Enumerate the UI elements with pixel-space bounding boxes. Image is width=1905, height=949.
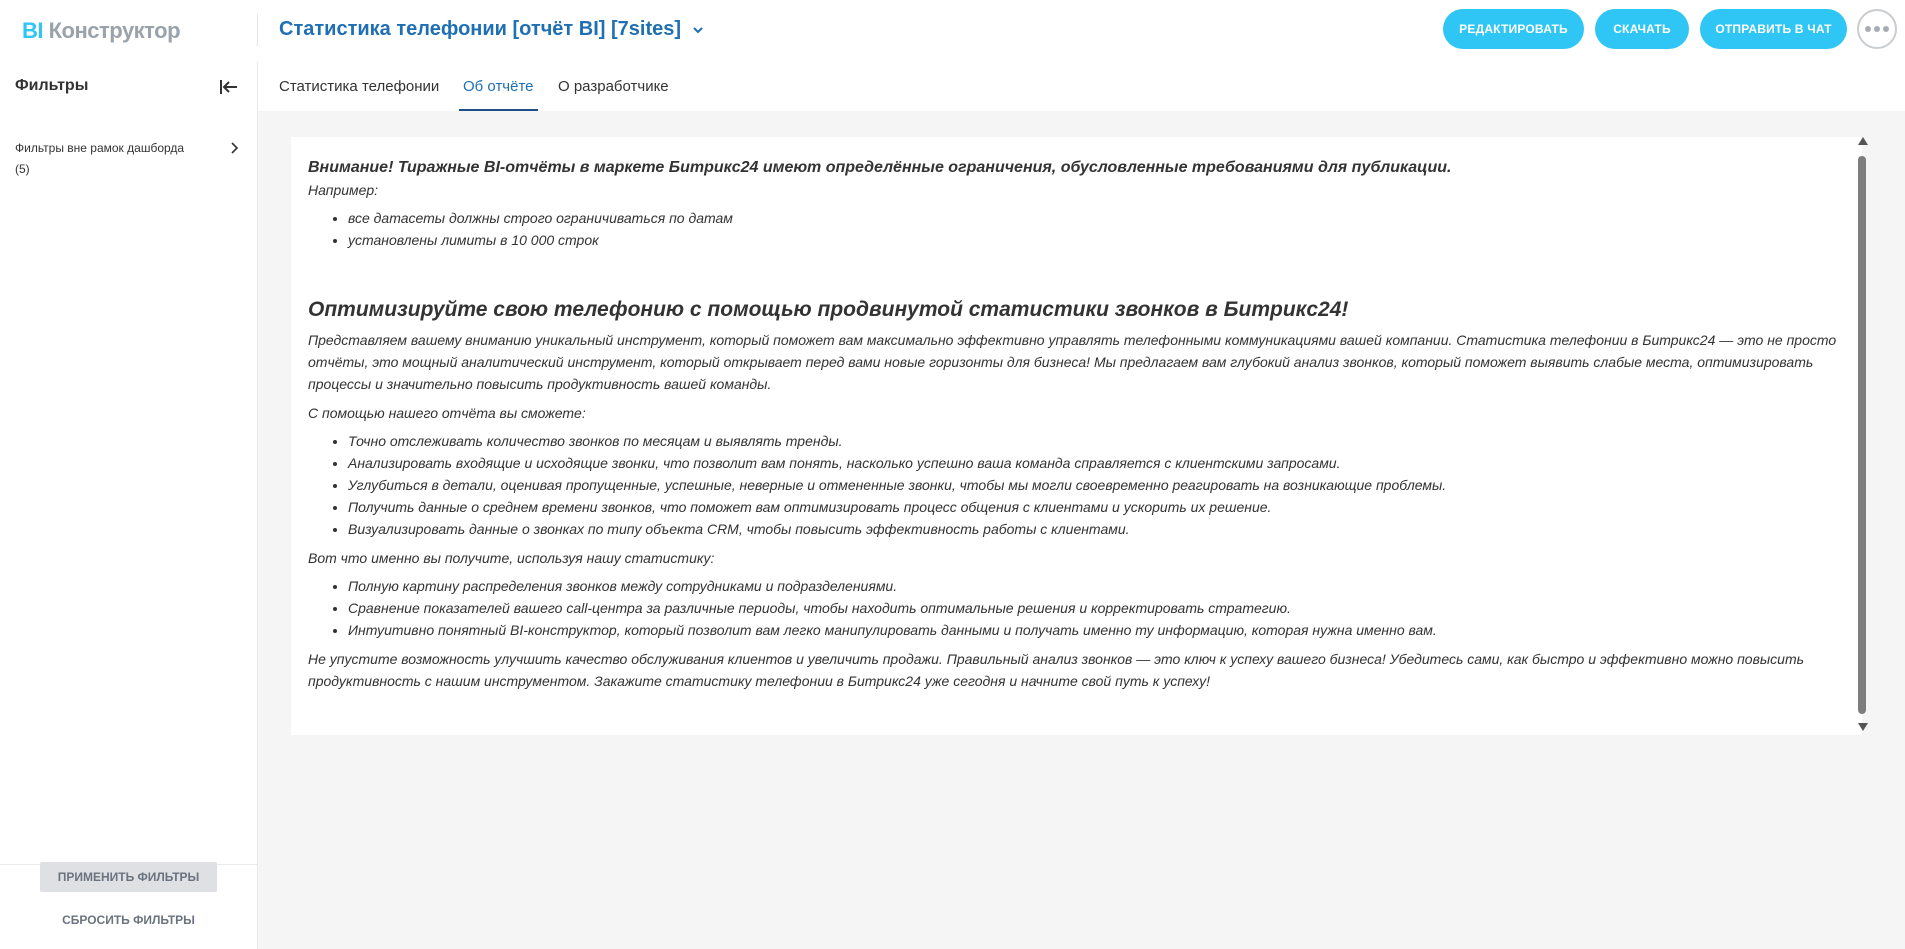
intro-paragraph: Представляем вашему вниманию уникальный инструмент, который поможет вам максимально эффективно управлять телефонными коммуникациями вашей компании. Статистика телефонии в Битрикс24 — это не просто отчёты, это мощный аналитический инструмент, который открывает перед вами новые горизонты для бизнеса! Мы предлагаем вам глубокий анализ звонков, который поможет выявить слабые места, оптимизировать процессы и значительно повысить продуктивность вашей команды. bbox=[308, 332, 1837, 392]
logo-prefix: BI bbox=[22, 18, 43, 43]
list-item: • установлены лимиты в 10 000 строк bbox=[348, 229, 1843, 251]
app-logo[interactable] bbox=[22, 18, 180, 44]
article-heading: Оптимизируйте свою телефонию с помощью продвинутой статистики звонков в Битрикс24! bbox=[308, 298, 1349, 321]
sidebar-title: Фильтры bbox=[15, 77, 89, 94]
tab-telephony-stats[interactable]: Статистика телефонии bbox=[279, 78, 440, 95]
list-item: • Интуитивно понятный BI-конструктор, который позволит вам легко манипулировать данными и получать именно ту информацию, которая нужна именно вам. bbox=[348, 619, 1843, 641]
list-item: • Сравнение показателей вашего call-центра за различные периоды, чтобы находить оптимальные решения и корректировать стратегию. bbox=[348, 597, 1843, 619]
about-article bbox=[308, 157, 1843, 692]
list-item: • Визуализировать данные о звонках по типу объекта CRM, чтобы повысить эффективность работы с клиентами. bbox=[348, 518, 1843, 540]
chevron-right-icon bbox=[228, 142, 240, 154]
external-filters-count: (5) bbox=[15, 162, 30, 176]
filters-sidebar bbox=[0, 62, 258, 949]
logo-name: Конструктор bbox=[48, 18, 181, 43]
report-title: Статистика телефонии [отчёт BI] [7sites] bbox=[279, 18, 682, 40]
list-item: • Точно отслеживать количество звонков по месяцам и выявлять тренды. bbox=[348, 430, 1843, 452]
report-title-dropdown[interactable] bbox=[279, 18, 705, 41]
more-button[interactable] bbox=[1857, 9, 1897, 49]
more-dot bbox=[1883, 26, 1889, 32]
limits-list bbox=[308, 207, 1843, 251]
header-divider bbox=[257, 14, 258, 46]
scroll-down-icon[interactable] bbox=[1858, 723, 1868, 731]
get-list bbox=[308, 575, 1843, 641]
sidebar-item-external-filters[interactable] bbox=[15, 138, 240, 180]
tab-about-developer[interactable]: О разработчике bbox=[558, 78, 669, 95]
reset-filters-button[interactable]: СБРОСИТЬ ФИЛЬТРЫ bbox=[62, 913, 195, 927]
scroll-up-icon[interactable] bbox=[1858, 137, 1868, 145]
example-label: Например: bbox=[308, 182, 379, 198]
apply-filters-button[interactable]: ПРИМЕНИТЬ ФИЛЬТРЫ bbox=[40, 862, 217, 892]
download-button[interactable]: СКАЧАТЬ bbox=[1595, 9, 1689, 49]
content-scrollbar[interactable] bbox=[1857, 137, 1867, 735]
get-title: Вот что именно вы получите, используя нашу статистику: bbox=[308, 550, 715, 566]
list-item: • Углубиться в детали, оценивая пропущенные, успешные, неверные и отмененные звонки, чтобы мы могли своевременно реагировать на возникающие проблемы. bbox=[348, 474, 1843, 496]
more-dot bbox=[1874, 26, 1880, 32]
scroll-thumb[interactable] bbox=[1858, 156, 1866, 714]
list-item: • Полную картину распределения звонков между сотрудниками и подразделениями. bbox=[348, 575, 1843, 597]
chevron-down-icon bbox=[691, 23, 705, 37]
external-filters-label: Фильтры вне рамок дашборда bbox=[15, 141, 185, 155]
report-content-panel bbox=[291, 137, 1862, 735]
can-title: С помощью нашего отчёта вы сможете: bbox=[308, 405, 586, 421]
top-header bbox=[0, 0, 1905, 62]
more-dots-icon bbox=[1865, 26, 1871, 32]
list-item: • Анализировать входящие и исходящие звонки, что позволит вам понять, насколько успешно ваша команда справляется с клиентскими запросами. bbox=[348, 452, 1843, 474]
tab-about-report[interactable]: Об отчёте bbox=[463, 78, 534, 111]
outro-paragraph: Не упустите возможность улучшить качество обслуживания клиентов и увеличить продажи. Правильный анализ звонков — это ключ к успеху вашего бизнеса! Убедитесь сами, как быстро и эффективно можно повысить продуктивность с нашим инструментом. Закажите статистику телефонии в Битрикс24 уже сегодня и начните свой путь к успеху! bbox=[308, 651, 1804, 689]
edit-button[interactable]: РЕДАКТИРОВАТЬ bbox=[1443, 9, 1584, 49]
can-list bbox=[308, 430, 1843, 540]
list-item: • Получить данные о среднем времени звонков, что поможет вам оптимизировать процесс общения с клиентами и ускорить их решение. bbox=[348, 496, 1843, 518]
dashboard-tabs bbox=[258, 62, 1905, 111]
collapse-left-icon[interactable] bbox=[218, 76, 240, 98]
list-item: • все датасеты должны строго ограничиваться по датам bbox=[348, 207, 1843, 229]
send-to-chat-button[interactable]: ОТПРАВИТЬ В ЧАТ bbox=[1700, 9, 1847, 49]
warning-title: Внимание! Тиражные BI-отчёты в маркете Битрикс24 имеют определённые ограничения, обусловленные требованиями для публикации. bbox=[308, 159, 1452, 176]
